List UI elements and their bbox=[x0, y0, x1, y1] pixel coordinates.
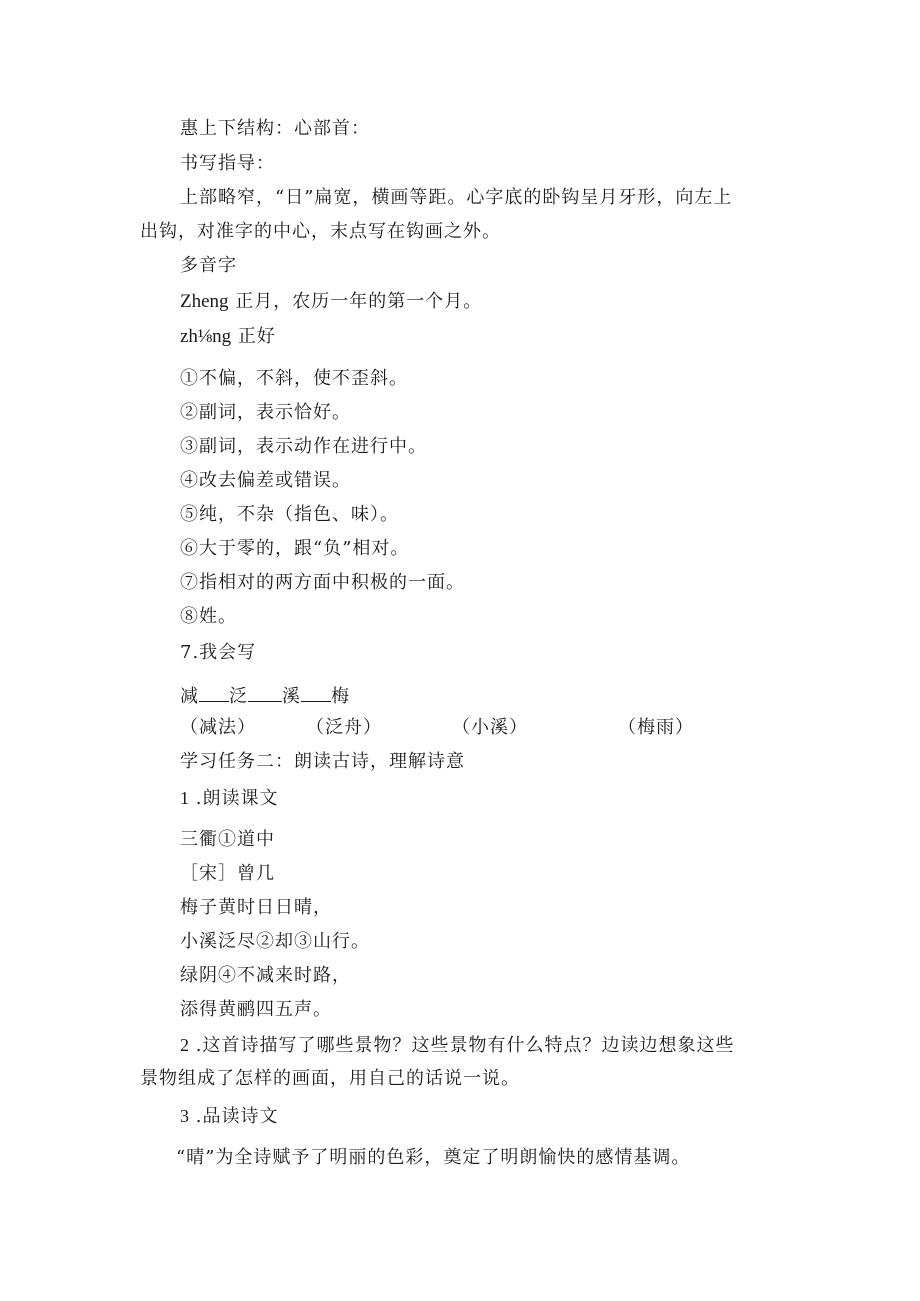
poem-line: 小溪泛尽②却③山行。 bbox=[180, 931, 370, 952]
poem-line: 梅子黄时日日晴， bbox=[180, 897, 332, 918]
write-char: 泛 bbox=[229, 686, 248, 707]
meaning-item: ③副词，表示动作在进行中。 bbox=[180, 436, 427, 457]
item-number: 2 bbox=[180, 1035, 189, 1055]
item-1 bbox=[180, 786, 278, 811]
write-char: 梅 bbox=[331, 686, 350, 707]
zheng-first-tone-text: 正月，农历一年的第一个月。 bbox=[235, 291, 483, 312]
write-word: （小溪） bbox=[452, 717, 528, 738]
writing-guide-line-2: 出钩，对准字的中心，末点写在钩画之外。 bbox=[140, 221, 501, 242]
meaning-item: ⑥大于零的，跟“负”相对。 bbox=[180, 538, 410, 559]
writing-guide-heading: 书写指导： bbox=[180, 153, 275, 174]
meaning-item: ⑧姓。 bbox=[180, 606, 237, 627]
zheng-first-tone-pinyin: Zheng bbox=[180, 291, 229, 312]
item-text: .品读诗文 bbox=[195, 1106, 279, 1127]
zheng-first-tone-line bbox=[180, 290, 482, 314]
item-text: .朗读课文 bbox=[195, 788, 279, 809]
poem-title: 三衢①道中 bbox=[180, 829, 275, 850]
item-text: .这首诗描写了哪些景物？这些景物有什么特点？边读边想象这些 bbox=[195, 1035, 735, 1056]
qing-note: “晴”为全诗赋予了明丽的色彩，奠定了明朗愉快的感情基调。 bbox=[176, 1147, 691, 1168]
item-number: 1 bbox=[180, 788, 189, 808]
meaning-item: ①不偏，不斜，使不歪斜。 bbox=[180, 368, 408, 389]
write-char: 减 bbox=[180, 686, 199, 707]
zheng-fourth-tone-pinyin: zh⅛ng bbox=[180, 326, 232, 347]
item-2-line-1 bbox=[180, 1033, 734, 1058]
write-blank bbox=[199, 683, 229, 702]
zheng-fourth-tone-text: 正好 bbox=[237, 326, 276, 347]
write-word: （减法） bbox=[180, 717, 256, 738]
write-word: （梅雨） bbox=[618, 717, 694, 738]
hui-structure-line: 惠上下结构：心部首： bbox=[180, 118, 370, 139]
poem-author: ［宋］曾几 bbox=[180, 863, 275, 884]
writing-guide-line-1: 上部略窄，“日”扁宽，横画等距。心字底的卧钩呈月牙形，向左上 bbox=[180, 187, 733, 208]
poem-line: 绿阴④不减来时路， bbox=[180, 965, 351, 986]
write-chars-row bbox=[180, 683, 350, 709]
write-blank bbox=[301, 683, 331, 702]
write-blank bbox=[248, 683, 282, 702]
polyphone-heading: 多音字 bbox=[180, 255, 237, 276]
item-3 bbox=[180, 1104, 278, 1129]
write-word: （泛舟） bbox=[306, 717, 382, 738]
item-number: 3 bbox=[180, 1106, 189, 1126]
meaning-item: ②副词，表示恰好。 bbox=[180, 402, 351, 423]
task2-heading: 学习任务二：朗读古诗，理解诗意 bbox=[180, 751, 465, 772]
task7-heading: 7.我会写 bbox=[180, 642, 257, 663]
write-char: 溪 bbox=[282, 686, 301, 707]
item-2-line-2: 景物组成了怎样的画面，用自己的话说一说。 bbox=[140, 1068, 520, 1089]
meaning-item: ⑤纯，不杂（指色、味）。 bbox=[180, 504, 399, 525]
zheng-fourth-tone-line bbox=[180, 325, 276, 349]
meaning-item: ⑦指相对的两方面中积极的一面。 bbox=[180, 572, 465, 593]
meaning-item: ④改去偏差或错误。 bbox=[180, 470, 351, 491]
poem-line: 添得黄鹂四五声。 bbox=[180, 999, 332, 1020]
